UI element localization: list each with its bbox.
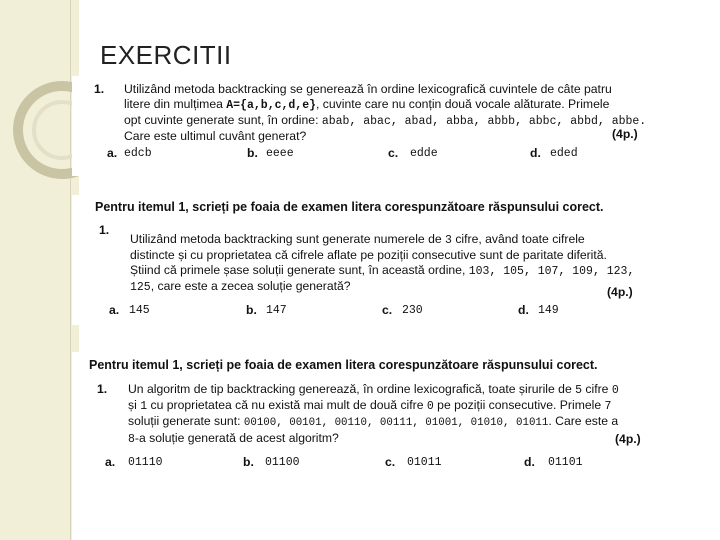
text-fragment: cifre (582, 382, 612, 396)
text-line (130, 263, 650, 279)
solutions-list: 103, 105, 107, 109, 123, (468, 265, 635, 278)
option-letter: a. (105, 455, 116, 469)
points-label: (4p.) (612, 127, 638, 141)
option-letter: b. (246, 303, 257, 317)
option-letter: c. (385, 455, 396, 469)
digit-value: 7 (604, 400, 612, 413)
question-number: 1. (99, 223, 110, 237)
option-value: 147 (266, 304, 287, 317)
points-label: (4p.) (615, 432, 641, 446)
text-line (128, 398, 658, 414)
digit-value: 0 (611, 384, 619, 397)
text-fragment: pe poziții consecutive. Primele (433, 398, 605, 412)
option-letter: a. (107, 146, 118, 160)
text-line (124, 97, 652, 113)
set-notation: A={a,b,c,d,e} (226, 99, 316, 112)
text-fragment: cifre, având toate cifrele (451, 232, 585, 246)
text-line (128, 431, 658, 447)
text-fragment: , cuvinte care nu conțin două vocale alăturate. Primele (316, 97, 610, 111)
option-value: 01101 (548, 456, 583, 469)
text-line (128, 414, 658, 431)
digit-value: 0 (426, 400, 434, 413)
option-value: 01110 (128, 456, 163, 469)
text-fragment: și (128, 398, 141, 412)
digit-count: 3 (445, 234, 452, 247)
question-text (128, 382, 658, 447)
option-value: eded (550, 147, 578, 160)
instruction-text: Pentru itemul 1, scrieți pe foaia de examen litera corespunzătoare răspunsului corect. (89, 358, 598, 372)
option-letter: a. (109, 303, 120, 317)
option-value: edcb (124, 147, 152, 160)
text-line: distincte și cu proprietatea că cifrele aflate pe poziții consecutive sunt de paritate diferită. (130, 248, 607, 262)
option-value: 01100 (265, 456, 300, 469)
text-line (128, 382, 658, 398)
text-fragment: cu proprietatea că nu există mai mult de două cifre (147, 398, 427, 412)
text-fragment: , care este a zecea soluție generată? (150, 279, 351, 293)
exercise-1-card (72, 76, 654, 176)
ring-decoration-icon (0, 60, 80, 200)
option-letter: b. (243, 455, 254, 469)
option-letter: c. (382, 303, 393, 317)
text-line: Care este ultimul cuvânt generat? (124, 129, 307, 143)
text-line: Utilizând metoda backtracking se generează în ordine lexicografică cuvintele de câte patru (124, 82, 612, 96)
text-fragment: soluții generate sunt: (128, 414, 244, 428)
digit-value: 1 (140, 400, 148, 413)
question-text (130, 232, 650, 295)
instruction-text: Pentru itemul 1, scrieți pe foaia de examen litera corespunzătoare răspunsului corect. (95, 200, 604, 214)
option-value: 145 (129, 304, 150, 317)
question-text (124, 82, 652, 144)
option-letter: d. (524, 455, 535, 469)
digit-value: 8 (128, 433, 135, 446)
option-letter: b. (247, 146, 258, 160)
text-line (130, 232, 650, 248)
question-number: 1. (97, 382, 108, 396)
text-fragment: Un algoritm de tip backtracking generează, în ordine lexicografică, toate șirurile de (128, 382, 576, 396)
option-letter: d. (518, 303, 529, 317)
option-value: 01011 (407, 456, 442, 469)
points-label: (4p.) (607, 285, 633, 299)
text-line (130, 279, 650, 295)
exercise-2-card (72, 195, 654, 325)
solutions-list: 00100, 00101, 00110, 00111, 01001, 01010, 01011 (243, 417, 549, 429)
question-number: 1. (94, 82, 105, 96)
digit-value: 5 (575, 384, 583, 397)
option-value: 230 (402, 304, 423, 317)
option-letter: c. (388, 146, 399, 160)
page-title: EXERCITII (100, 40, 232, 70)
solution-value: 125 (130, 281, 151, 294)
words-list: abab, abac, abad, abba, abbb, abbc, abbd, abbe. (321, 115, 647, 128)
text-fragment: Utilizând metoda backtracking sunt generate numerele de (130, 232, 446, 246)
option-letter: d. (530, 146, 541, 160)
text-fragment: opt cuvinte generate sunt, în ordine: (124, 113, 322, 127)
option-value: 149 (538, 304, 559, 317)
exercise-3-card (72, 352, 654, 540)
text-fragment: . Care este a (548, 414, 619, 428)
text-fragment: -a soluție generată de acest algoritm? (134, 431, 339, 445)
text-line (124, 113, 652, 129)
text-fragment: Știind că primele șase soluții generate sunt, în această ordine, (130, 263, 469, 277)
option-value: edde (410, 147, 438, 160)
option-value: eeee (266, 147, 294, 160)
text-fragment: litere din mulțimea (124, 97, 227, 111)
